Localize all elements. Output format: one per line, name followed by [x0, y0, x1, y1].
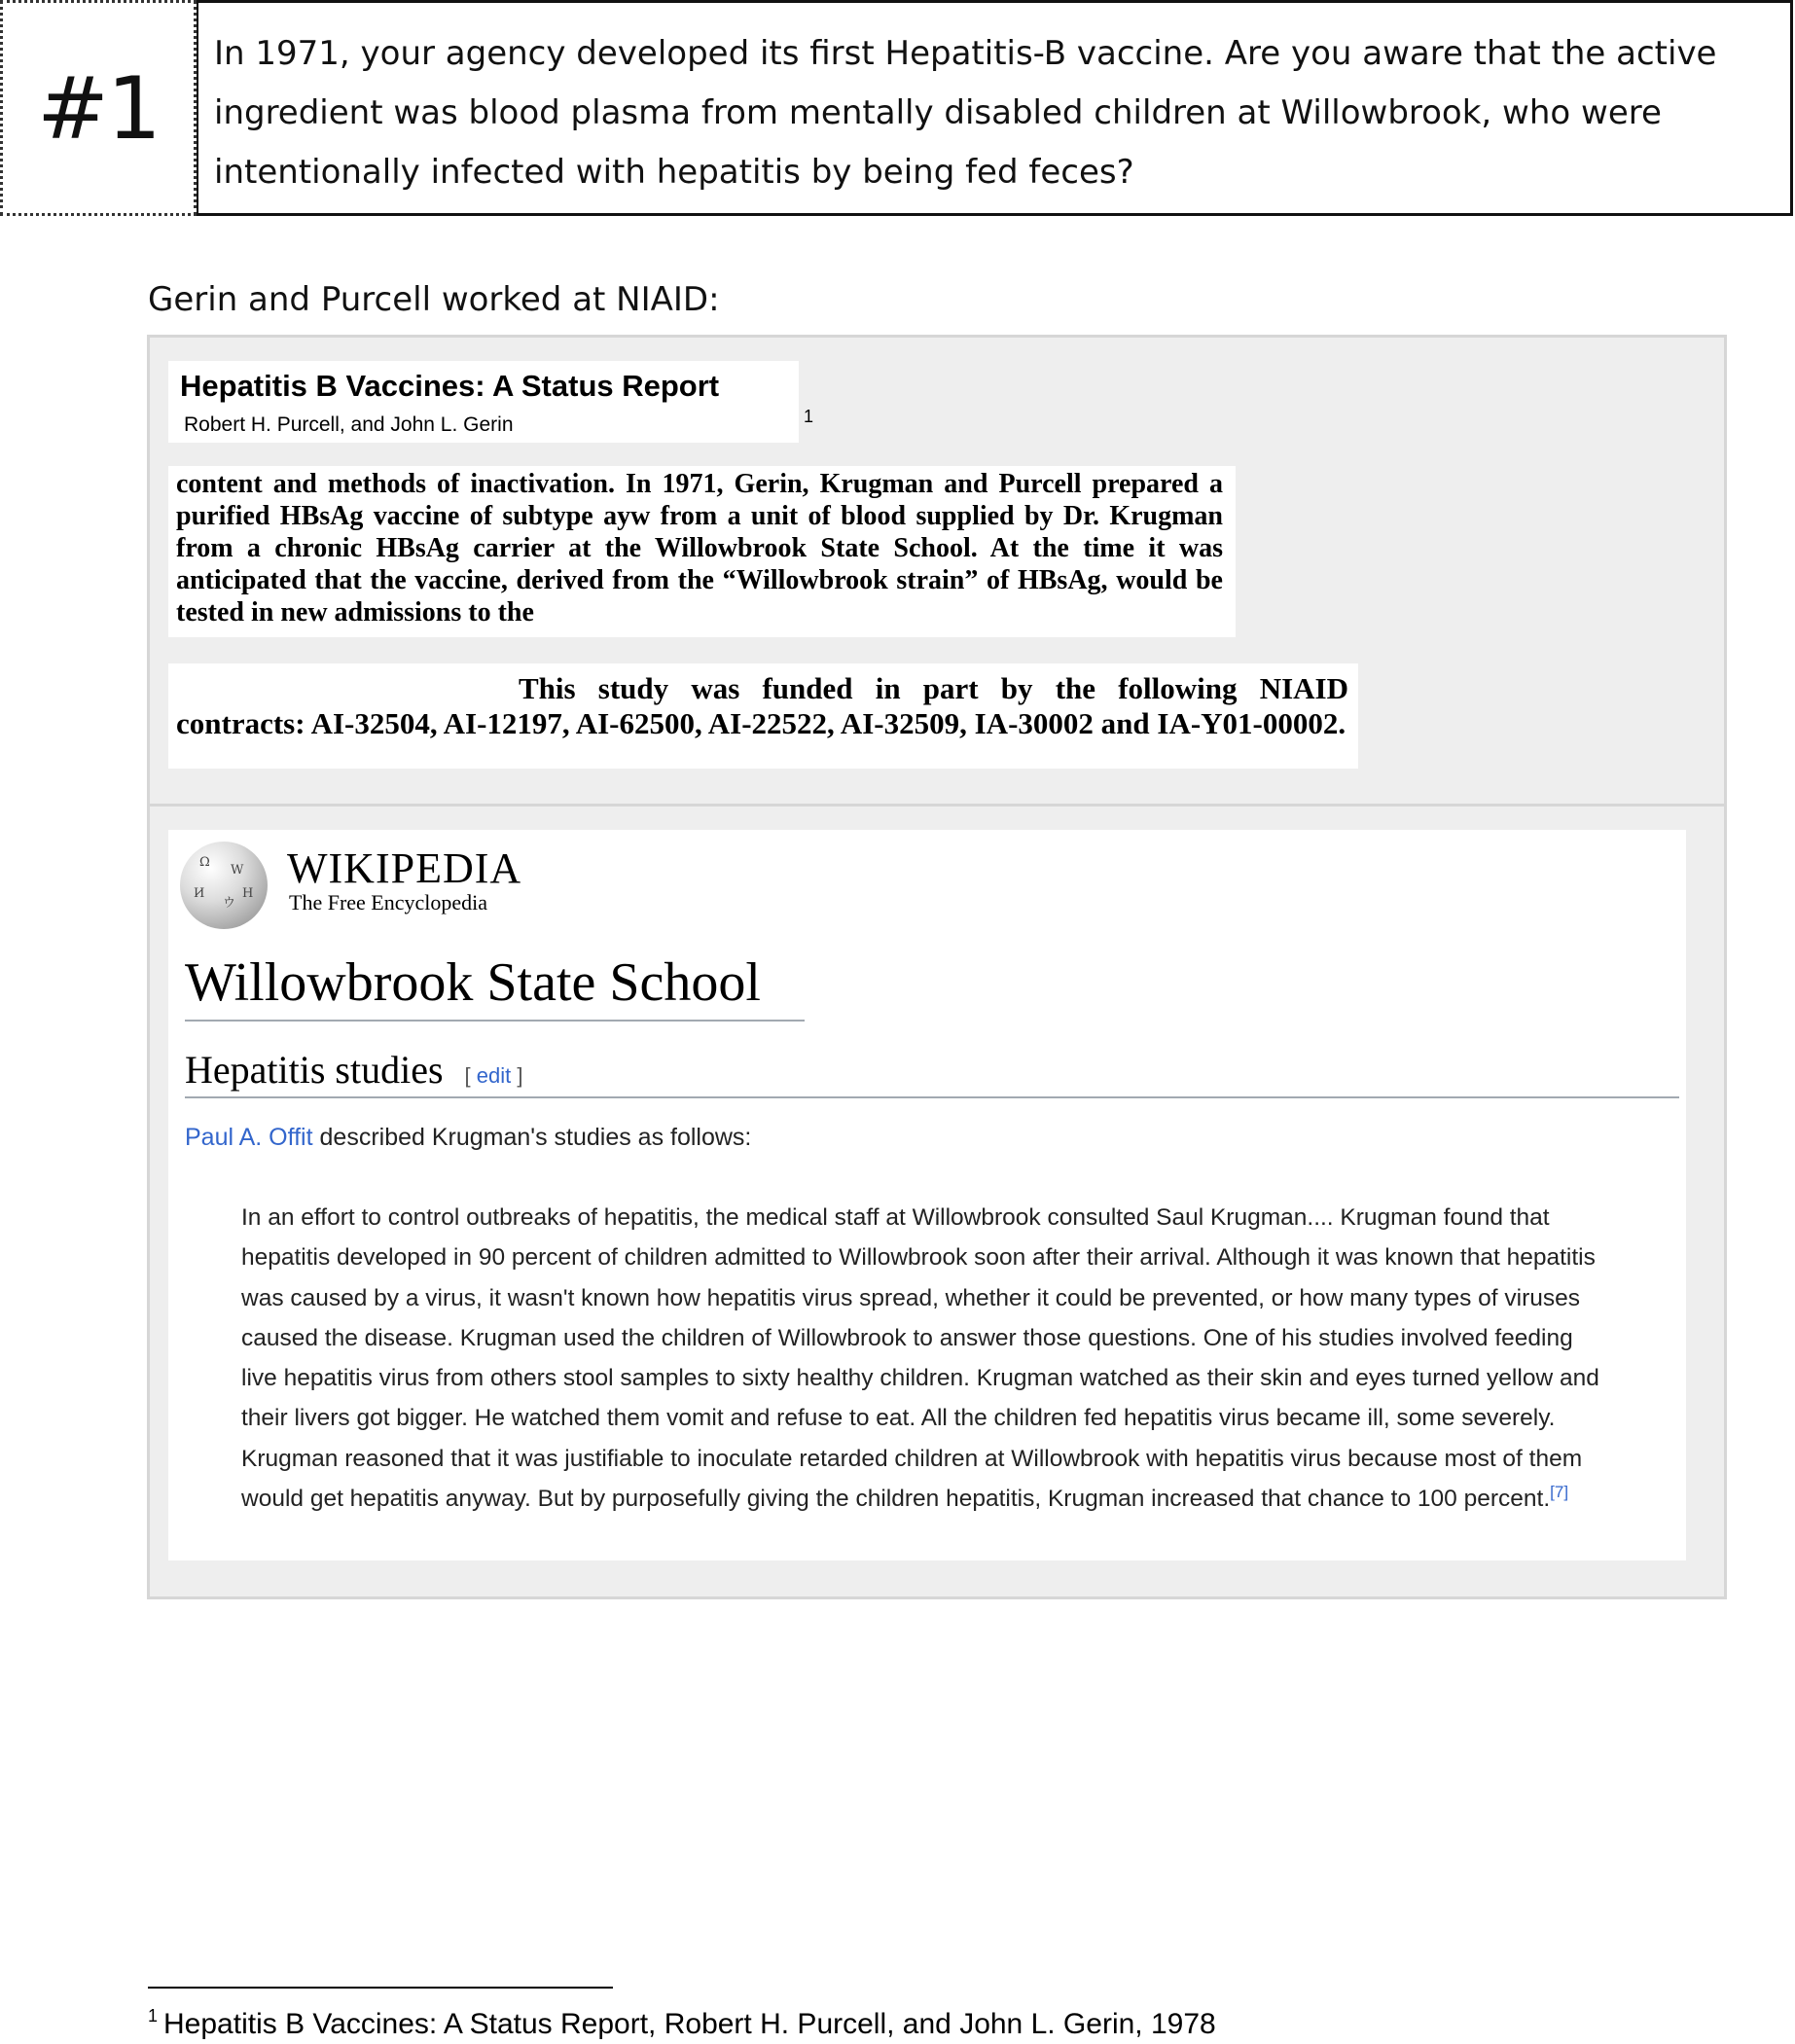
- funding-text: This study was funded in part by the following NIAID contracts: AI-32504, AI-12197, AI-62500, AI-22522, AI-32509, IA-30002 and IA-Y01-00002.: [176, 671, 1348, 740]
- edit-section: [ edit ]: [464, 1063, 523, 1088]
- wikipedia-clip: [168, 830, 1686, 1560]
- excerpt-clip: [168, 466, 1236, 637]
- article-title: Willowbrook State School: [185, 951, 805, 1022]
- report-title: Hepatitis B Vaccines: A Status Report: [180, 369, 720, 403]
- footnote: [148, 2006, 1216, 2041]
- question-box: [0, 0, 1793, 216]
- offit-link[interactable]: Paul A. Offit: [185, 1124, 313, 1151]
- report-authors: Robert H. Purcell, and John L. Gerin: [184, 413, 514, 436]
- wikipedia-globe-icon: Ω W И ウ H: [180, 842, 268, 929]
- blockquote: [241, 1198, 1613, 1519]
- section-title: Hepatitis studies: [185, 1048, 444, 1092]
- intro-text: Gerin and Purcell worked at NIAID:: [148, 280, 720, 319]
- quote-text: In an effort to control outbreaks of hepatitis, the medical staff at Willowbrook consulted Saul Krugman.... Krugman found that hepatitis developed in 90 percent of children admitted to Willowbrook soon after their arrival. Although it was known that hepatitis was caused by a virus, it wasn't known how hepatitis virus spread, whether it could be prevented, or how many types of viruses caused the disease. Krugman used the children of Willowbrook to answer those questions. One of his studies involved feeding live hepatitis virus from others stool samples to sixty healthy children. Krugman watched as their skin and eyes turned yellow and their livers got bigger. He watched them vomit and refuse to eat. All the children fed hepatitis virus became ill, some severely. Krugman reasoned that it was justifiable to inoculate retarded children at Willowbrook with hepatitis virus because most of them would get hepatitis anyway. But by purposefully giving the children hepatitis, Krugman increased that chance to 100 percent.: [241, 1204, 1599, 1513]
- lead-paragraph: [185, 1124, 751, 1152]
- wikipedia-tagline: The Free Encyclopedia: [289, 890, 488, 914]
- lead-rest: described Krugman's studies as follows:: [312, 1124, 752, 1151]
- report-footnote-marker: 1: [804, 407, 814, 426]
- footnote-text: Hepatitis B Vaccines: A Status Report, Robert H. Purcell, and John L. Gerin, 1978: [163, 2008, 1216, 2040]
- citation-link[interactable]: [7]: [1550, 1482, 1569, 1501]
- excerpt-text: content and methods of inactivation. In 1971, Gerin, Krugman and Purcell prepared a purified HBsAg vaccine of subtype ayw from a unit of blood supplied by Dr. Krugman from a chronic HBsAg carrier at the Willowbrook State School. At the time it was anticipated that the vaccine, derived from the “Willowbrook strain” of HBsAg, would be tested in new admissions to the: [176, 469, 1223, 628]
- edit-link[interactable]: edit: [476, 1063, 512, 1088]
- section-heading: [185, 1047, 1679, 1098]
- panel-divider: [147, 804, 1727, 807]
- wikipedia-wordmark: WIKIPEDIA: [287, 844, 522, 892]
- footnote-marker: 1: [148, 2006, 159, 2026]
- question-number: #1: [0, 0, 197, 216]
- report-title-clip: [168, 361, 799, 443]
- footnote-rule: [148, 1987, 613, 1989]
- question-text: In 1971, your agency developed its first Hepatitis-B vaccine. Are you aware that the active ingredient was blood plasma from mentally disabled children at Willowbrook, who were intentionally infected with hepatitis by being fed feces?: [197, 0, 1793, 216]
- funding-clip: [168, 663, 1358, 769]
